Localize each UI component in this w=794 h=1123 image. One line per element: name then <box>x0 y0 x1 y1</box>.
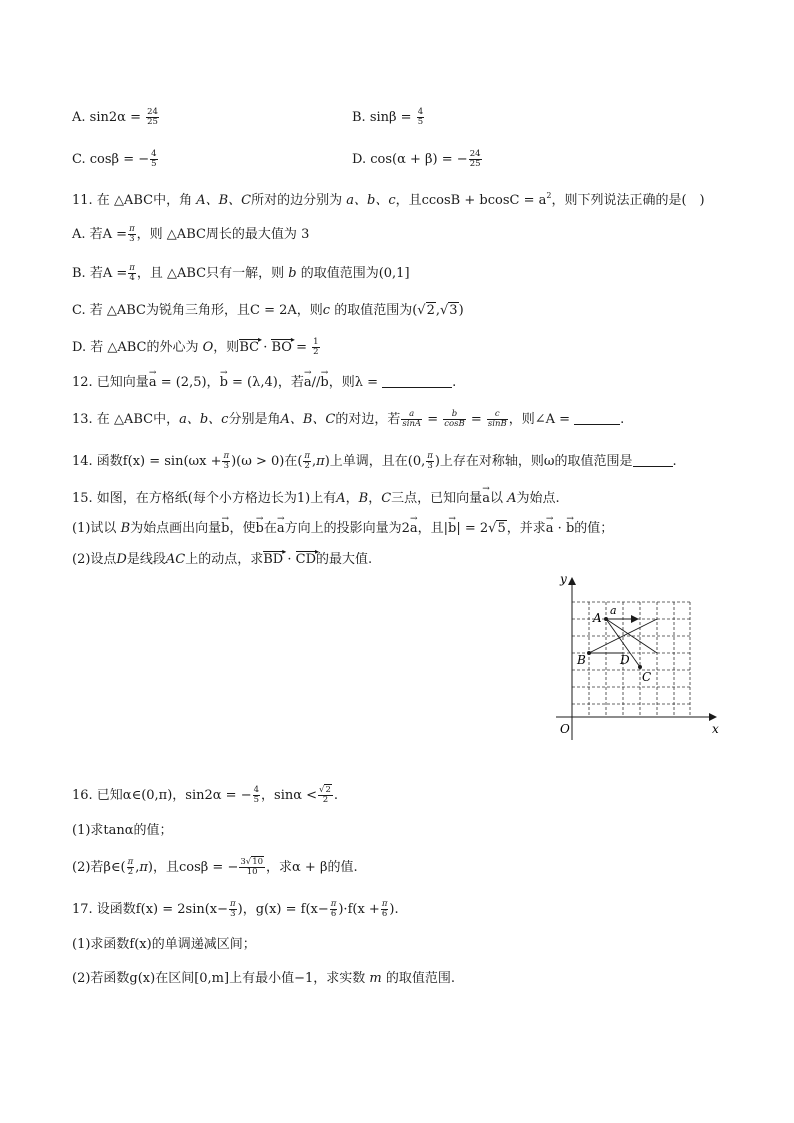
fraction: $\frac{4}{5}$ <box>253 785 260 805</box>
q11-option-b[interactable]: B. 若A = $\frac{\pi}{4}$ ，且 △ABC只有一解，则 b 的取值范围为(0,1] <box>72 263 410 283</box>
q14: 14. 函数f(x) = sin(ωx + $\frac{\pi}{3}$ )(ω > 0)在( $\frac{\pi}{2}$ ,π)上单调，且在(0, $\frac{\pi}{3}$ )上存在对称轴，则ω的取值范围是 . <box>72 451 677 471</box>
x-axis-label: x <box>712 722 719 736</box>
point-b <box>587 651 591 655</box>
fraction: $\frac{√2}{2}$ <box>319 785 331 805</box>
q17-part1: (1)求函数f(x)的单调递减区间； <box>72 937 256 952</box>
label-c: C <box>642 670 652 684</box>
q10-option-b[interactable]: B. sinβ = $\frac{4}{5}$ <box>352 107 424 127</box>
q15-part2: (2)设点D是线段AC上的动点，求BD ▸ · CD ▸的最大值. <box>72 551 372 569</box>
fraction: $\frac{\pi}{6}$ <box>330 899 337 919</box>
point-a <box>604 617 608 621</box>
fraction: $\frac{\pi}{2}$ <box>127 857 134 877</box>
q17-part2: (2)若函数g(x)在区间[0,m]上有最小值−1，求实数 m 的取值范围. <box>72 971 455 986</box>
q11-option-d[interactable]: D. 若 △ABC的外心为 O，则BC ▸ · BO ▸ = $\frac{1}{2}$ <box>72 338 321 357</box>
q11-option-a[interactable]: A. 若A = $\frac{\pi}{3}$ ，则 △ABC周长的最大值为 3 <box>72 224 310 244</box>
q12: 12. 已知向量→ a = (2,5)，→ b = (λ,4)，若→ a//→ b，则λ = . <box>72 374 456 392</box>
point-c <box>638 665 642 669</box>
answer-blank[interactable] <box>633 466 673 467</box>
q10-option-d[interactable]: D. cos(α + β) = − $\frac{24}{25}$ <box>352 149 481 169</box>
fraction: $\frac{24}{25}$ <box>469 149 481 169</box>
fraction: $\frac{1}{2}$ <box>313 337 319 357</box>
fraction: $\frac{\pi}{4}$ <box>129 263 135 283</box>
answer-blank[interactable] <box>382 387 452 388</box>
q15-stem: 15. 如图，在方格纸(每个小方格边长为1)上有A，B，C三点，已知向量→ a以 A为始点. <box>72 490 560 508</box>
q15-part1: (1)试以 B为始点画出向量→ b，使→ b在→ a方向上的投影向量为2→ a，且|→ b| = 2√5，并求→ a · → b的值； <box>72 520 613 538</box>
origin-label: O <box>560 722 570 736</box>
label-d: D <box>620 653 630 667</box>
label-vec-a: a <box>610 604 617 617</box>
fraction: $\frac{\pi}{3}$ <box>223 451 230 471</box>
y-axis-label: y <box>560 572 567 586</box>
fraction: $\frac{\pi}{3}$ <box>230 899 236 919</box>
q13: 13. 在 △ABC中，a、b、c分别是角A、B、C的对边，若 $\frac{a}{\sin A}$ = $\frac{b}{\cos B}$ = $\frac{c}{\sin B}$ ，则∠A = . <box>72 409 625 429</box>
fraction: $\frac{4}{5}$ <box>417 107 424 127</box>
fraction: $\frac{b}{\cos B}$ <box>444 409 465 429</box>
fraction: $\frac{4}{5}$ <box>151 149 157 169</box>
q16-part2: (2)若β∈( $\frac{\pi}{2}$ ,π)，且cosβ = − $\frac{3√10}{10}$ ，求α + β的值. <box>72 857 358 877</box>
label-a: A <box>593 611 602 625</box>
fraction: $\frac{a}{\sin A}$ <box>402 409 422 429</box>
q11-stem: 11. 在 △ABC中，角 A、B、C所对的边分别为 a、b、c，且$ccosB + bcosC = a^2$，则下列说法正确的是( ) <box>72 191 705 208</box>
label-b: B <box>577 653 586 667</box>
fraction: $\frac{\pi}{3}$ <box>427 451 433 471</box>
fraction: $\frac{\pi}{2}$ <box>304 451 310 471</box>
q16-part1: (1)求tanα的值； <box>72 823 173 838</box>
q16-stem: 16. 已知α∈(0,π)，sin2α = − $\frac{4}{5}$ ，sinα < $\frac{√2}{2}$ . <box>72 785 339 805</box>
q10-option-a[interactable]: A. sin2α = $\frac{24}{25}$ <box>72 107 158 127</box>
fraction: $\frac{\pi}{3}$ <box>129 224 135 244</box>
q10-option-c[interactable]: C. cosβ = − $\frac{4}{5}$ <box>72 149 157 169</box>
fraction: $\frac{3√10}{10}$ <box>240 857 264 877</box>
q11-option-c[interactable]: C. 若 △ABC为锐角三角形，且C = 2A，则c 的取值范围为(√2,√3) <box>72 303 464 318</box>
q17-stem: 17. 设函数f(x) = 2sin(x− $\frac{\pi}{3}$ )，g(x) = f(x− $\frac{\pi}{6}$ )·f(x + $\frac{\pi}{6}$ ). <box>72 899 399 919</box>
fraction: $\frac{24}{25}$ <box>147 107 158 127</box>
answer-blank[interactable] <box>574 424 620 425</box>
fraction: $\frac{\pi}{6}$ <box>381 899 388 919</box>
fraction: $\frac{c}{\sin B}$ <box>487 409 507 429</box>
grid-figure <box>548 570 728 745</box>
